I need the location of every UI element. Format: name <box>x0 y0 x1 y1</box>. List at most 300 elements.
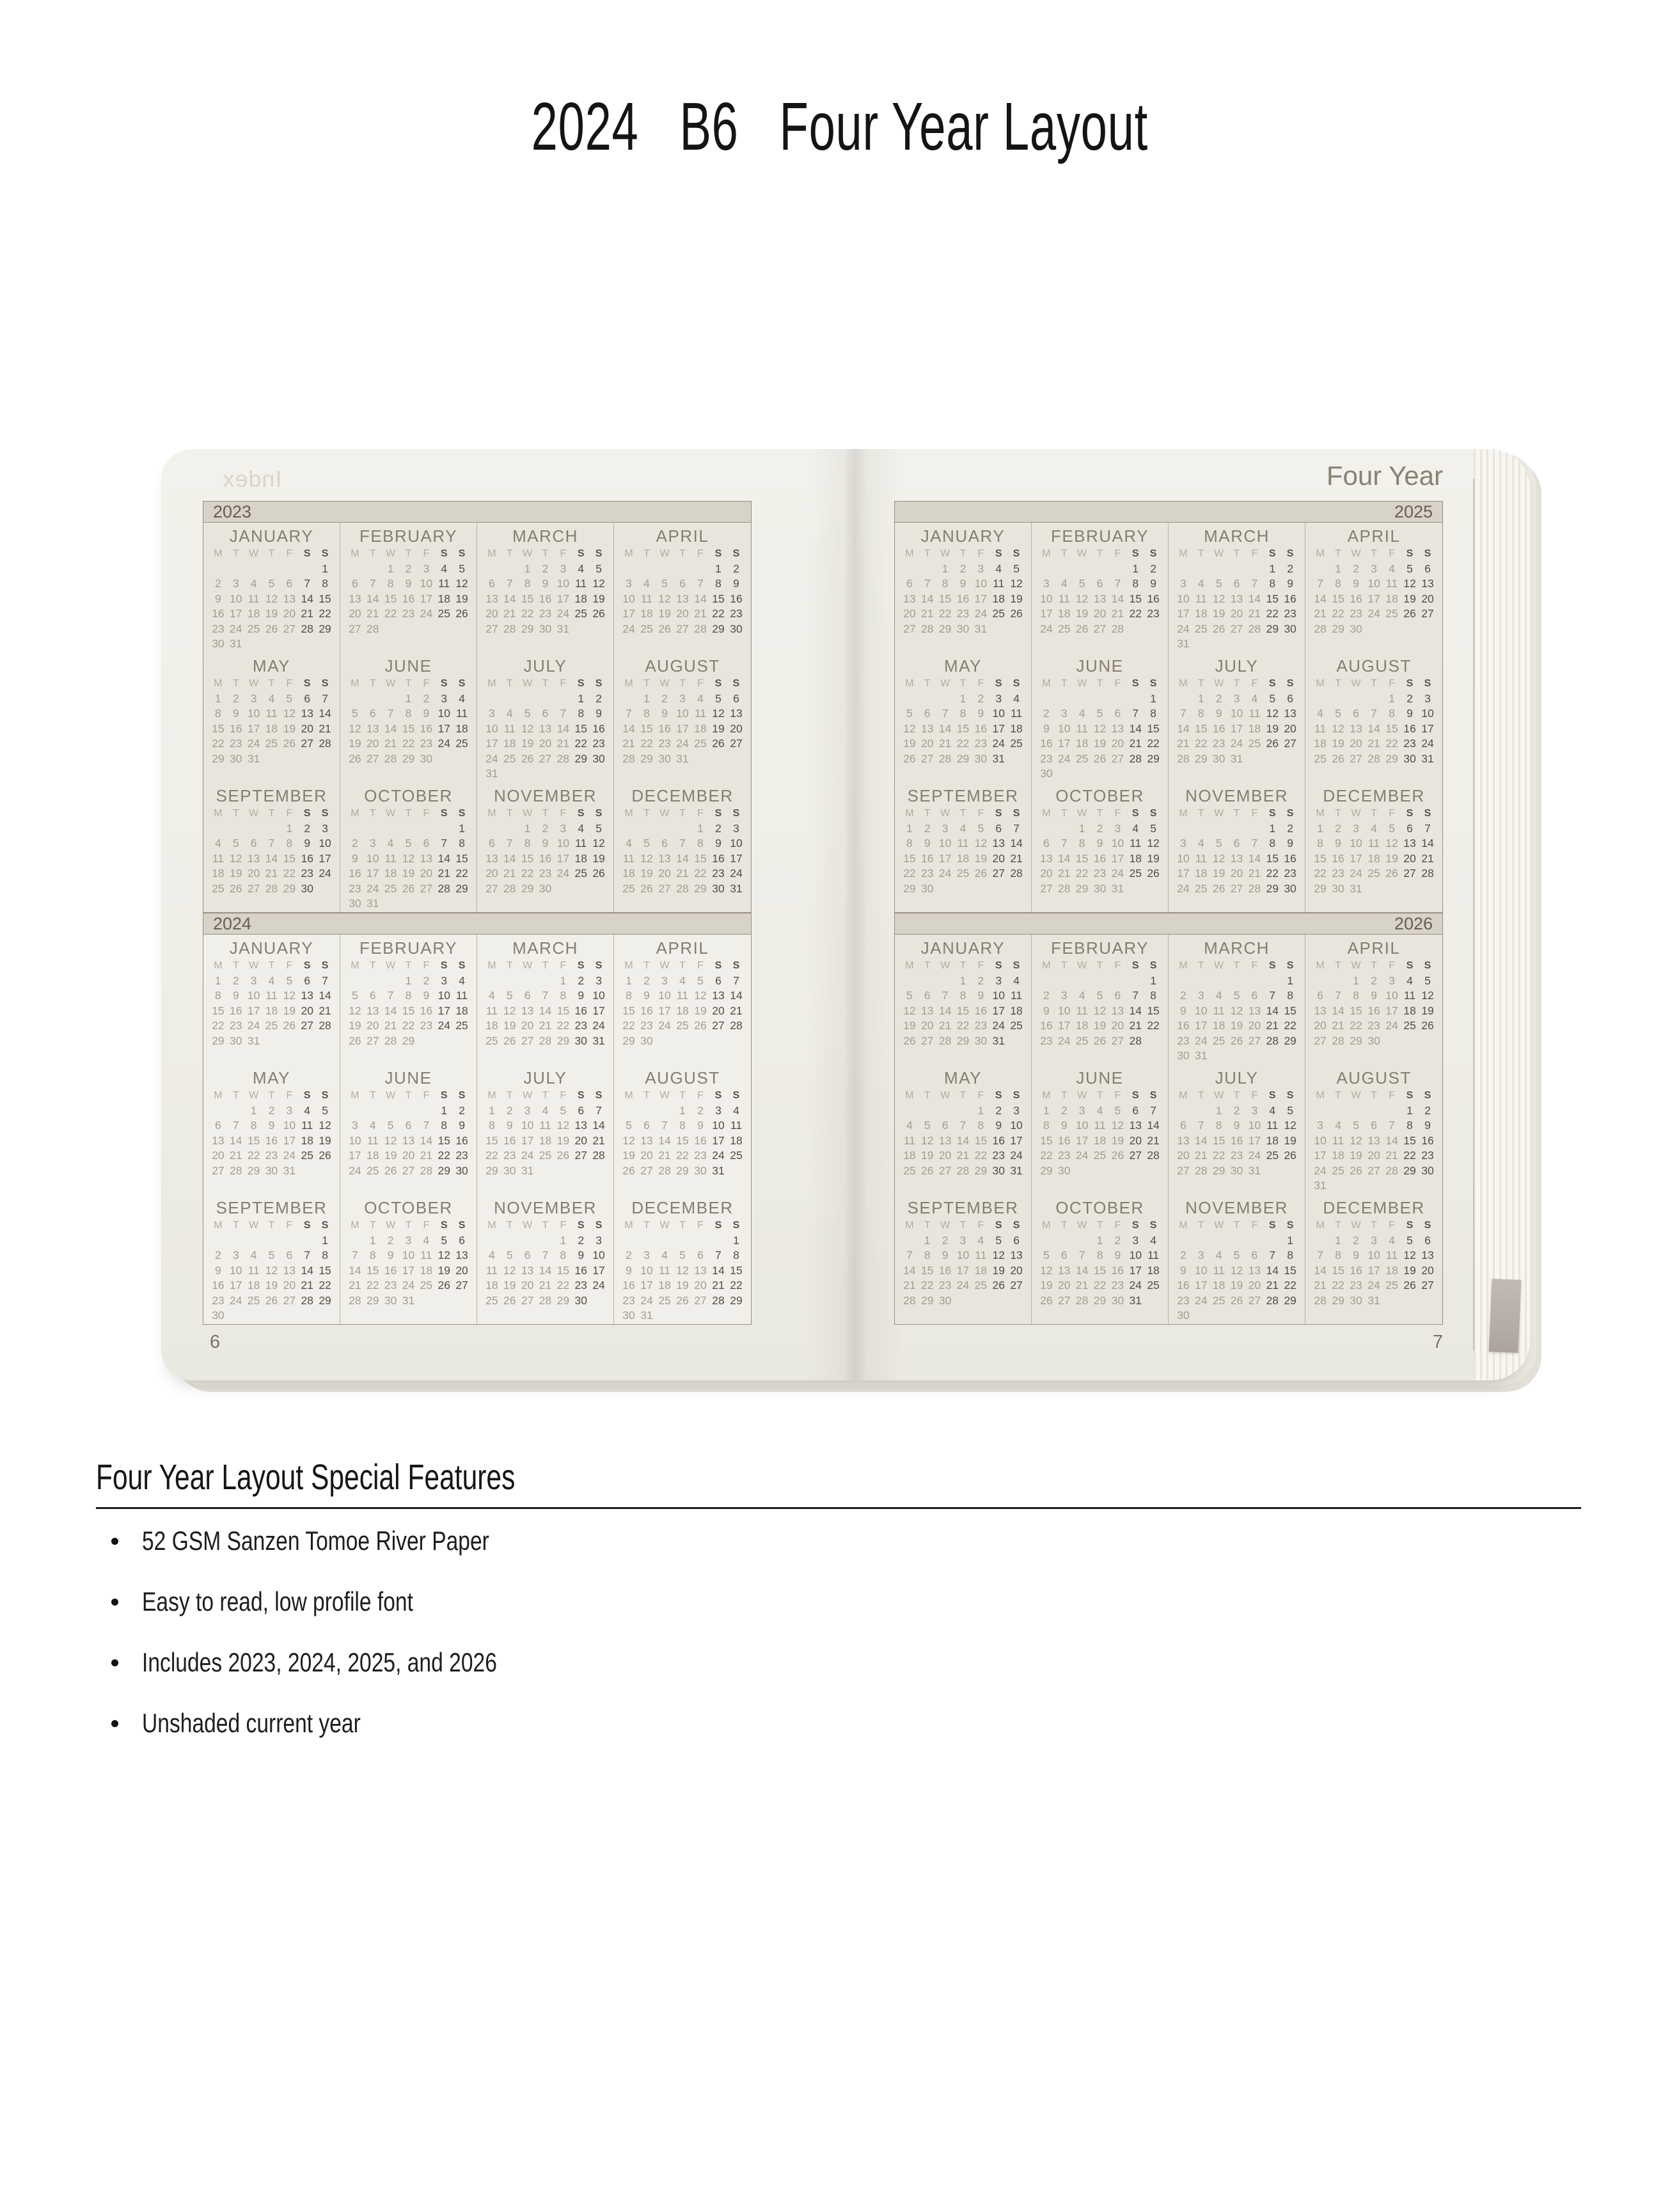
day-header: M <box>1316 1220 1325 1231</box>
day-cell: 28 <box>503 622 516 635</box>
day-cell: 9 <box>1215 707 1222 720</box>
day-cell: 10 <box>1075 1119 1089 1132</box>
month-july <box>477 1064 614 1194</box>
day-cell <box>554 691 572 707</box>
day-grid <box>209 546 334 652</box>
day-header: T <box>924 548 931 559</box>
day-cell: 23 <box>574 1279 587 1292</box>
day-header: T <box>542 1220 549 1231</box>
day-cell: 27 <box>485 622 498 635</box>
day-cell: 14 <box>539 1004 552 1017</box>
day-cell: 18 <box>384 867 397 880</box>
day-cell: 2 <box>1114 1233 1121 1247</box>
day-cell: 6 <box>489 837 495 849</box>
day-header: W <box>523 808 533 819</box>
day-cell: 5 <box>268 1249 275 1261</box>
day-cell: 15 <box>1147 722 1160 735</box>
day-header: T <box>1197 548 1204 559</box>
day-cell: 11 <box>455 989 468 1002</box>
day-cell: 3 <box>1371 562 1377 575</box>
day-cell: 12 <box>1385 837 1398 849</box>
day-cell: 13 <box>367 722 379 735</box>
day-cell: 15 <box>1350 1004 1362 1017</box>
day-cell: 15 <box>384 592 397 605</box>
day-header: W <box>249 1090 259 1101</box>
day-header: S <box>1424 1090 1431 1101</box>
day-cell: 9 <box>1150 577 1156 590</box>
day-header: W <box>1077 1090 1087 1101</box>
day-header: W <box>1077 808 1087 819</box>
day-header: S <box>732 678 740 689</box>
day-cell: 11 <box>903 1134 915 1147</box>
day-header: T <box>959 1220 966 1231</box>
day-cell: 29 <box>1266 881 1279 895</box>
day-grid <box>346 1088 471 1178</box>
day-cell: 4 <box>1215 989 1222 1002</box>
day-cell <box>1210 1233 1228 1249</box>
day-cell: 29 <box>485 1164 498 1177</box>
day-cell: 5 <box>1150 821 1156 835</box>
day-cell: 1 <box>959 691 966 705</box>
day-cell: 28 <box>367 622 379 635</box>
day-cell: 13 <box>212 1134 225 1147</box>
month-title: OCTOBER <box>364 1198 453 1217</box>
day-cell: 10 <box>1248 1119 1261 1132</box>
day-cell <box>1245 752 1263 767</box>
day-header: F <box>1389 548 1395 559</box>
day-cell: 29 <box>1147 752 1160 765</box>
day-cell: 25 <box>247 1293 260 1307</box>
day-cell: 28 <box>938 1034 952 1047</box>
day-cell: 2 <box>1371 974 1377 987</box>
day-cell: 20 <box>1230 867 1243 880</box>
day-cell: 25 <box>1075 1034 1089 1047</box>
day-cell: 8 <box>626 989 632 1002</box>
day-cell: 1 <box>679 1103 686 1117</box>
day-cell <box>435 1034 453 1049</box>
day-cell: 8 <box>578 707 585 720</box>
day-cell: 8 <box>959 707 966 720</box>
month-december <box>1305 782 1442 912</box>
day-cell: 27 <box>1421 607 1434 620</box>
day-header: S <box>1424 960 1431 971</box>
day-cell: 3 <box>1180 837 1186 849</box>
day-cell: 12 <box>676 1263 689 1277</box>
day-header: S <box>1268 808 1276 819</box>
day-cell: 28 <box>384 752 397 765</box>
day-cell <box>727 1034 745 1049</box>
day-cell: 10 <box>230 592 242 605</box>
day-cell: 7 <box>626 707 632 720</box>
day-cell: 25 <box>265 737 278 750</box>
day-cell: 29 <box>319 1293 331 1307</box>
day-cell <box>453 752 471 767</box>
day-cell: 11 <box>1314 722 1327 735</box>
day-cell: 22 <box>694 867 707 880</box>
day-grid <box>1037 1088 1162 1178</box>
day-cell: 8 <box>489 1119 495 1132</box>
day-cell: 22 <box>1284 1019 1297 1032</box>
day-cell: 4 <box>1407 974 1413 987</box>
day-cell: 20 <box>420 867 433 880</box>
day-header: T <box>268 1090 275 1101</box>
day-cell: 15 <box>367 1263 379 1277</box>
day-header: W <box>523 1220 533 1231</box>
month-march <box>477 935 614 1064</box>
day-cell: 25 <box>1195 622 1208 635</box>
day-cell <box>1383 1293 1401 1309</box>
day-cell: 24 <box>974 607 988 620</box>
day-cell: 10 <box>592 1249 605 1261</box>
day-cell: 22 <box>1332 607 1344 620</box>
day-cell: 15 <box>437 1134 450 1147</box>
day-cell: 24 <box>1040 622 1053 635</box>
day-cell: 1 <box>369 1233 376 1247</box>
day-cell: 7 <box>1013 821 1020 835</box>
day-cell: 13 <box>921 1004 934 1017</box>
day-cell: 17 <box>658 1004 671 1017</box>
day-cell: 18 <box>1266 1134 1279 1147</box>
day-cell: 8 <box>1317 837 1323 849</box>
day-cell: 16 <box>658 722 671 735</box>
day-cell: 26 <box>556 1149 570 1162</box>
day-cell <box>572 622 590 637</box>
day-header: T <box>405 1090 412 1101</box>
day-cell: 7 <box>733 974 739 987</box>
day-cell: 29 <box>212 752 225 765</box>
day-cell: 27 <box>1403 867 1416 880</box>
day-cell <box>1126 766 1144 782</box>
day-cell: 9 <box>1287 837 1293 849</box>
day-cell: 15 <box>455 851 468 865</box>
day-header: S <box>1131 1220 1139 1231</box>
day-cell: 17 <box>1248 1134 1261 1147</box>
day-cell: 21 <box>437 867 450 880</box>
day-cell: 13 <box>658 851 671 865</box>
day-cell: 4 <box>250 577 257 590</box>
day-cell: 30 <box>230 1034 242 1047</box>
day-cell: 28 <box>1075 1293 1089 1307</box>
day-cell: 8 <box>369 1249 376 1261</box>
day-cell: 18 <box>212 867 225 880</box>
day-header: T <box>268 960 275 971</box>
day-header: T <box>1233 678 1240 689</box>
day-cell: 20 <box>694 1279 707 1292</box>
day-cell: 13 <box>903 592 916 605</box>
day-header: S <box>1406 678 1414 689</box>
day-cell: 16 <box>420 722 433 735</box>
day-cell: 23 <box>230 737 242 750</box>
day-cell: 6 <box>1013 1233 1020 1247</box>
day-cell: 9 <box>1353 577 1359 590</box>
day-cell: 2 <box>1060 1103 1068 1117</box>
day-cell <box>298 752 316 767</box>
day-header: T <box>369 808 376 819</box>
day-cell: 15 <box>1385 722 1398 735</box>
day-cell <box>1365 691 1383 707</box>
day-cell: 5 <box>643 837 650 849</box>
day-cell: 4 <box>459 974 465 987</box>
day-cell <box>1108 974 1126 989</box>
day-cell: 26 <box>903 1034 916 1047</box>
day-cell: 28 <box>1177 752 1190 765</box>
day-grid <box>620 806 745 896</box>
day-header: S <box>440 960 448 971</box>
day-cell: 30 <box>539 881 552 895</box>
month-title: JULY <box>523 656 567 675</box>
day-cell: 5 <box>906 989 913 1002</box>
day-header: M <box>1179 548 1188 559</box>
day-cell: 19 <box>1111 1134 1124 1147</box>
day-cell: 8 <box>322 577 328 590</box>
day-cell: 22 <box>1075 867 1089 880</box>
day-cell: 21 <box>1075 1279 1089 1292</box>
day-cell: 5 <box>626 1119 632 1132</box>
day-cell: 16 <box>938 1263 952 1277</box>
month-title: JANUARY <box>920 526 1005 546</box>
day-cell: 3 <box>995 691 1002 705</box>
day-cell: 18 <box>367 1149 379 1162</box>
day-cell <box>620 821 638 837</box>
day-cell: 22 <box>956 737 970 750</box>
day-cell: 18 <box>1093 1134 1107 1147</box>
day-cell <box>364 562 382 577</box>
day-cell <box>501 766 519 782</box>
day-cell: 1 <box>959 974 966 987</box>
day-cell: 5 <box>387 1119 394 1132</box>
day-cell <box>691 1233 709 1249</box>
day-cell: 10 <box>283 1119 296 1132</box>
day-cell <box>590 622 608 637</box>
day-cell: 30 <box>420 752 433 765</box>
day-cell: 28 <box>539 1293 552 1307</box>
day-cell <box>936 691 954 707</box>
day-cell <box>1144 1034 1162 1049</box>
day-cell: 25 <box>1368 867 1380 880</box>
day-cell: 11 <box>438 577 450 590</box>
day-cell: 2 <box>405 562 412 575</box>
day-cell: 26 <box>1010 607 1023 620</box>
month-title: DECEMBER <box>1323 1198 1425 1217</box>
day-cell: 11 <box>485 1263 498 1277</box>
day-grid <box>620 676 745 766</box>
day-cell <box>620 691 638 707</box>
day-cell: 9 <box>578 989 585 1002</box>
day-cell: 23 <box>1332 867 1344 880</box>
day-cell: 27 <box>212 1164 225 1177</box>
day-cell <box>989 881 1007 897</box>
day-cell: 7 <box>595 1103 602 1117</box>
day-cell: 7 <box>560 707 567 720</box>
day-header: S <box>1149 960 1157 971</box>
day-header: T <box>959 808 966 819</box>
day-cell: 14 <box>730 989 743 1002</box>
day-cell <box>316 1308 334 1323</box>
day-header: F <box>423 1220 430 1231</box>
day-cell: 19 <box>903 737 916 750</box>
day-header: W <box>523 678 533 689</box>
day-cell: 17 <box>1195 1279 1208 1292</box>
day-header: T <box>405 678 412 689</box>
day-cell: 29 <box>622 1034 635 1047</box>
feature-item <box>101 1647 1540 1679</box>
day-grid <box>1311 958 1437 1048</box>
day-cell: 3 <box>1197 1249 1204 1261</box>
day-cell: 4 <box>977 1233 984 1247</box>
day-cell: 24 <box>1248 1149 1261 1162</box>
day-cell <box>1419 1034 1437 1049</box>
day-cell: 7 <box>387 707 394 720</box>
day-cell: 20 <box>1314 1019 1327 1032</box>
day-cell <box>1192 1308 1210 1323</box>
day-header: M <box>487 678 496 689</box>
day-cell: 27 <box>1230 622 1243 635</box>
day-cell: 10 <box>420 577 433 590</box>
day-cell: 14 <box>420 1134 433 1147</box>
day-cell: 29 <box>1332 1293 1344 1307</box>
day-cell: 9 <box>1060 1119 1068 1132</box>
day-cell: 16 <box>455 1134 468 1147</box>
day-cell <box>554 766 572 782</box>
day-cell: 22 <box>938 607 952 620</box>
day-cell: 23 <box>622 1293 635 1307</box>
day-cell: 22 <box>921 1279 934 1292</box>
day-header: F <box>977 678 984 689</box>
day-cell: 1 <box>733 1233 739 1247</box>
day-cell: 21 <box>1147 1134 1160 1147</box>
day-cell: 17 <box>992 1004 1005 1017</box>
day-cell: 9 <box>995 1119 1002 1132</box>
day-cell: 14 <box>1111 592 1124 605</box>
day-grid <box>1311 676 1437 766</box>
day-cell: 3 <box>1078 1103 1085 1117</box>
day-cell: 8 <box>1096 1249 1103 1261</box>
day-cell: 24 <box>367 881 379 895</box>
day-header: T <box>679 1220 686 1231</box>
day-cell: 2 <box>232 974 239 987</box>
day-cell: 10 <box>247 989 260 1002</box>
day-cell: 7 <box>942 707 949 720</box>
day-cell <box>590 766 608 782</box>
day-header: T <box>542 808 549 819</box>
day-cell: 23 <box>1350 1279 1362 1292</box>
day-cell: 7 <box>1335 989 1341 1002</box>
day-cell: 24 <box>1350 867 1362 880</box>
day-cell: 31 <box>712 1164 725 1177</box>
day-cell: 5 <box>595 562 602 575</box>
day-cell: 18 <box>676 1004 689 1017</box>
day-header: S <box>1013 1090 1020 1101</box>
day-cell: 26 <box>1075 622 1089 635</box>
day-cell: 17 <box>556 851 570 865</box>
day-cell: 25 <box>437 607 450 620</box>
day-cell: 26 <box>349 752 361 765</box>
day-cell: 1 <box>459 821 465 835</box>
day-cell: 31 <box>1010 1164 1023 1177</box>
day-header: S <box>732 808 740 819</box>
day-cell: 3 <box>560 562 567 575</box>
day-cell <box>382 622 400 637</box>
day-cell: 5 <box>715 691 721 705</box>
day-header: S <box>1424 678 1431 689</box>
day-cell: 2 <box>924 821 931 835</box>
day-cell: 27 <box>921 752 934 765</box>
day-cell: 24 <box>622 622 635 635</box>
day-cell: 19 <box>1350 1149 1362 1162</box>
day-cell <box>453 1293 471 1309</box>
day-cell: 17 <box>1421 722 1434 735</box>
day-cell: 25 <box>247 622 260 635</box>
day-cell <box>1144 766 1162 782</box>
day-cell: 21 <box>956 1149 970 1162</box>
day-cell: 19 <box>1421 1004 1434 1017</box>
day-header: S <box>595 1090 603 1101</box>
day-cell: 12 <box>437 1249 450 1261</box>
day-cell <box>1091 974 1109 989</box>
day-cell <box>1228 974 1246 989</box>
day-header: S <box>1149 1090 1157 1101</box>
day-cell: 7 <box>1317 1249 1323 1261</box>
day-header: T <box>1197 808 1204 819</box>
day-cell: 14 <box>349 1263 361 1277</box>
month-november <box>1169 1194 1305 1324</box>
day-cell: 7 <box>1371 707 1377 720</box>
day-header: S <box>1268 1220 1276 1231</box>
day-cell: 14 <box>938 1004 952 1017</box>
day-cell <box>435 752 453 767</box>
day-cell: 7 <box>715 1249 721 1261</box>
day-header: S <box>440 548 448 559</box>
day-cell <box>1419 622 1437 637</box>
day-cell <box>1126 881 1144 897</box>
day-header: S <box>1013 808 1020 819</box>
day-cell: 8 <box>1078 837 1085 849</box>
day-cell: 17 <box>1195 1019 1208 1032</box>
day-header: S <box>1131 808 1139 819</box>
day-cell: 2 <box>1353 562 1359 575</box>
day-cell: 14 <box>1385 1134 1398 1147</box>
day-cell <box>1365 881 1383 897</box>
day-cell: 11 <box>658 1263 671 1277</box>
day-cell: 10 <box>712 1119 725 1132</box>
day-cell: 7 <box>1078 1249 1085 1261</box>
day-cell: 5 <box>1233 989 1240 1002</box>
day-cell: 29 <box>1266 622 1279 635</box>
day-cell: 2 <box>715 821 721 835</box>
day-cell: 14 <box>319 707 331 720</box>
day-cell: 17 <box>283 1134 296 1147</box>
day-cell <box>1401 1178 1419 1194</box>
features-heading-rule <box>96 1507 1581 1509</box>
month-title: SEPTEMBER <box>216 786 327 805</box>
day-header: F <box>697 808 704 819</box>
day-cell: 26 <box>503 1293 516 1307</box>
day-cell: 26 <box>1147 867 1160 880</box>
day-cell: 21 <box>1266 1019 1279 1032</box>
day-cell: 2 <box>1353 1233 1359 1247</box>
day-grid <box>483 1088 608 1178</box>
day-cell: 11 <box>1385 1249 1398 1261</box>
day-cell: 8 <box>1269 577 1276 590</box>
day-cell: 31 <box>521 1164 534 1177</box>
day-cell: 28 <box>1248 622 1261 635</box>
day-cell: 21 <box>622 737 635 750</box>
day-cell: 6 <box>369 989 376 1002</box>
day-cell: 18 <box>1147 1263 1160 1277</box>
day-cell: 30 <box>1403 752 1416 765</box>
day-cell: 27 <box>247 881 260 895</box>
day-cell: 1 <box>489 1103 495 1117</box>
